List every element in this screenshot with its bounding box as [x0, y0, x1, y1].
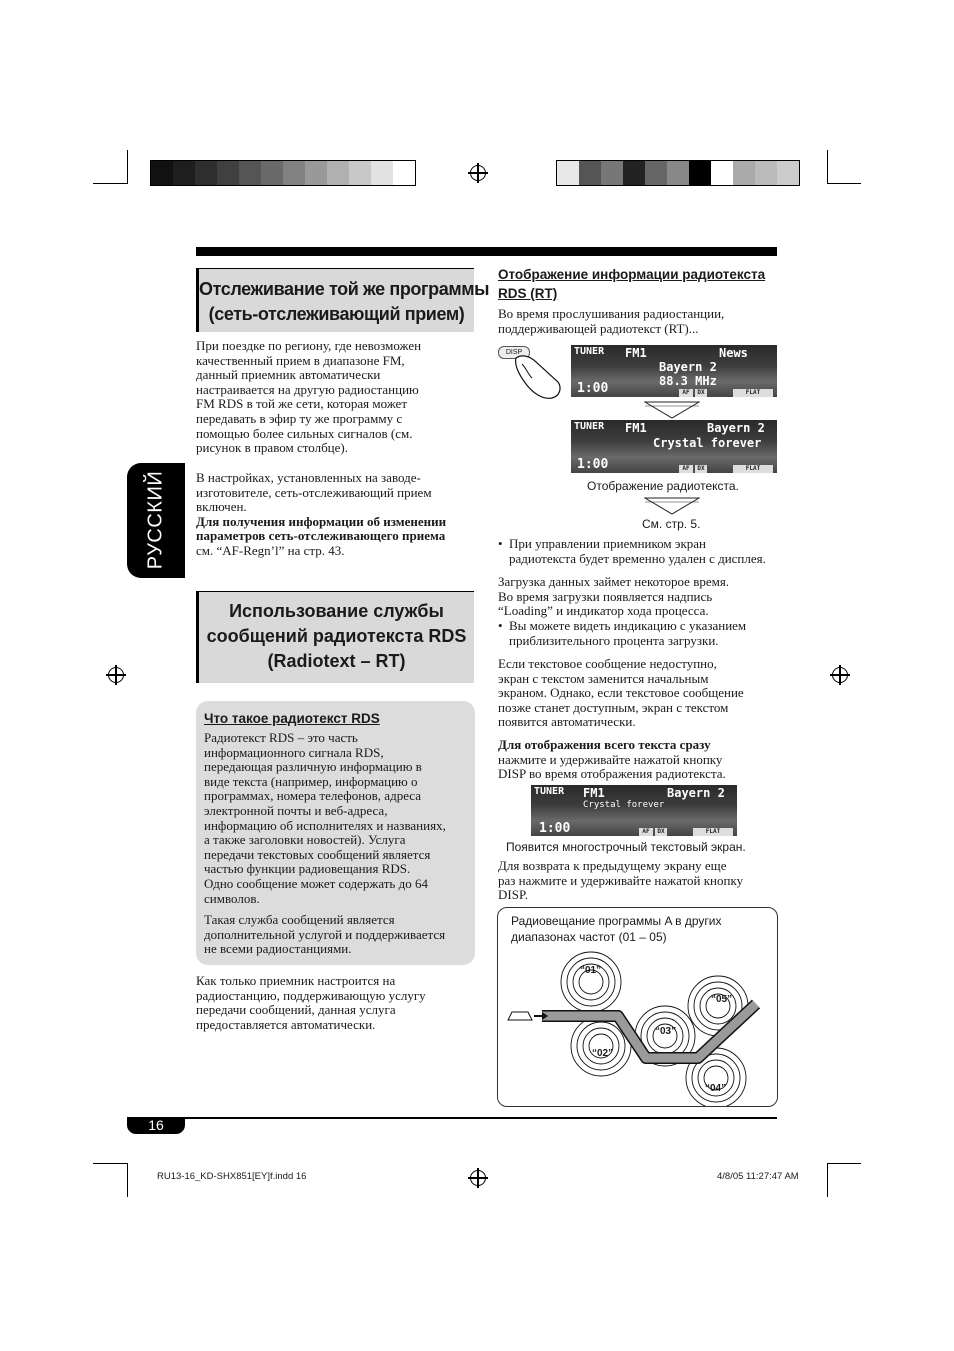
crop-mark: [827, 183, 861, 184]
info-box-radiotext: [196, 701, 475, 965]
lcd-display-1: TUNER FM1 News Bayern 2 88.3 MHz 1:00 AF DX FLAT: [571, 345, 777, 397]
freq-label-02: “02”: [592, 1048, 614, 1059]
section-title-line: Использование службы: [229, 601, 444, 621]
section-title-line: Отслеживание той же программы: [199, 279, 490, 299]
lcd-display-2: TUNER FM1 Bayern 2 Crystal forever 1:00 AF DX FLAT: [571, 420, 777, 473]
language-tab: [127, 463, 185, 578]
caption-multiline: Появится многострочный текстовый экран.: [506, 840, 746, 854]
down-arrow: [644, 401, 700, 419]
paragraph-show-all: Для отображения всего текста сразу нажмите и удерживайте нажатой кнопку DISP во время отображения радиотекста.: [498, 737, 726, 782]
paragraph-return: Для возврата к предыдущему экрану еще раз нажмите и удерживайте нажатой кнопку DISP.: [498, 858, 744, 903]
disp-button[interactable]: DISP: [498, 346, 530, 359]
paragraph-default-setting: В настройках, установленных на заводе- изготовителе, сеть-отслеживающий прием включен. Для получения информации об изменении параметров сеть-отслеживающего приема см. “AF-Regn’l” на стр. 43.: [196, 470, 447, 558]
registration-mark: [832, 667, 848, 683]
color-bar-right: [556, 160, 800, 186]
freq-label-04: “04”: [705, 1083, 727, 1094]
freq-label-01: “01”: [580, 965, 602, 976]
freq-label-05: “05”: [711, 994, 733, 1005]
footer-file: RU13-16_KD-SHX851[EY]f.indd 16: [157, 1171, 307, 1182]
paragraph-rt-intro: Во время прослушивания радиостанции, поддерживающей радиотекст (RT)...: [498, 306, 725, 336]
crop-mark: [93, 183, 127, 184]
box-heading: Что такое радиотекст RDS: [204, 711, 380, 726]
section-title-radiotext: [196, 591, 474, 683]
registration-mark: [470, 165, 486, 181]
registration-mark: [470, 1170, 486, 1186]
bullet-temporary-removed: • При управлении приемником экран радиотекста будет временно удален с дисплея.: [498, 536, 766, 566]
section-title-line: (сеть-отслеживающий прием): [208, 304, 465, 324]
box-paragraph: Такая служба сообщений является дополнительной услугой и поддерживается не всеми радиостанциями.: [204, 912, 446, 957]
diagram-graphic: [498, 908, 777, 1106]
section-title-line: сообщений радиотекста RDS: [206, 626, 467, 646]
paragraph-intro: При поездке по региону, где невозможен качественный прием в диапазоне FM, данный приемник автоматически настраивается на другую радиостанцию FM RDS в той же сети, которая может передавать в эфир ту же программу с помощью более сильных сигналов (см. рисунок в правом столбце).: [196, 338, 422, 456]
caption-see-page: См. стр. 5.: [642, 517, 701, 531]
section-title-line: (Radiotext – RT): [267, 651, 406, 671]
crop-mark: [93, 1163, 127, 1164]
down-arrow: [644, 497, 700, 515]
footer-date: 4/8/05 11:27:47 AM: [717, 1171, 799, 1182]
diagram-title: Радиовещание программы A в других диапазонах частот (01 – 05): [511, 914, 722, 944]
page-number: 16: [127, 1117, 185, 1134]
caption-rt-display: Отображение радиотекста.: [587, 479, 739, 493]
lcd-display-3: TUNER FM1 Bayern 2 Crystal forever 1:00 AF DX FLAT: [531, 785, 737, 836]
bullet-percentage: • Вы можете видеть индикацию с указанием приблизительного процента загрузки.: [498, 618, 747, 648]
finger-icon: [512, 352, 564, 402]
box-paragraph: Радиотекст RDS – это часть информационного сигнала RDS, передающая различную информацию в виде текста (например, информацию о программах, номера телефонов, адреса электронной почты и веб-адреса, информацию об исполнителях и названиях, а также заголовки новостей). Услуга передачи текстовых сообщений является частью функции радиовещания RDS. Одно сообщение может содержать до 64 символов.: [204, 730, 446, 906]
crop-mark: [827, 150, 828, 184]
language-label: РУССКИЙ: [144, 470, 167, 570]
bottom-rule: [127, 1117, 777, 1119]
right-heading: Отображение информации радиотекста RDS (RT): [498, 267, 766, 301]
diagram-network-tracking: [497, 907, 778, 1107]
paragraph-loading: Загрузка данных займет некоторое время. Во время загрузки появляется надпись “Loading” и индикатор хода процесса.: [498, 574, 730, 619]
crop-mark: [827, 1163, 828, 1197]
paragraph-unavailable: Если текстовое сообщение недоступно, экран с текстом заменится начальным экраном. Однако, если текстовое сообщение позже станет доступным, экран с текстом появится автоматически.: [498, 656, 744, 730]
registration-mark: [108, 667, 124, 683]
crop-mark: [127, 150, 128, 184]
paragraph-auto-service: Как только приемник настроится на радиостанцию, поддерживающую услугу передачи сообщений, данная услуга предоставляется автоматически.: [196, 973, 426, 1032]
color-bar-left: [150, 160, 416, 186]
top-rule: [196, 247, 777, 256]
section-title-network-tracking: [196, 268, 490, 332]
crop-mark: [827, 1163, 861, 1164]
crop-mark: [127, 1163, 128, 1197]
freq-label-03: “03”: [655, 1026, 677, 1037]
